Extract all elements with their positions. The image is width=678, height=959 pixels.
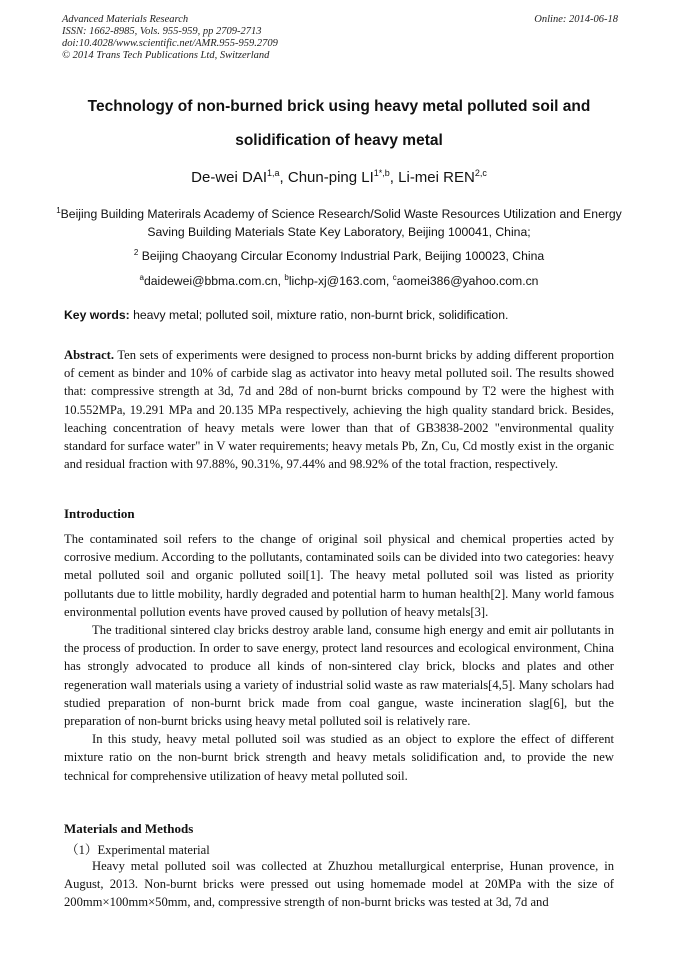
affiliation-2	[50, 244, 628, 265]
keywords	[64, 308, 620, 322]
affiliation-sup: 1	[56, 206, 61, 215]
intro-paragraph-2: The traditional sintered clay bricks destroy arable land, consume high energy and emit air pollutants in the process of production. In order to save energy, protect land resources and ecological environment, China has strongly advocated to produce all kinds of non-sintered clay brick, blocks and plates and other regeneration wall materials using a variety of industrial solid waste as raw materials[4,5]. Many scholars had studied preparation of non-burnt brick made from coal gangue, waste incineration slag[6], but the preparation of non-burnt bricks using heavy metal polluted soil is relatively rare.	[64, 623, 614, 729]
email-link[interactable]: lichp-xj@163.com,	[288, 274, 393, 289]
email-sup: b	[284, 273, 289, 282]
journal-name: Advanced Materials Research	[62, 14, 189, 25]
methods-subheading: （1）Experimental material	[66, 843, 210, 857]
introduction-body	[64, 530, 614, 785]
author-list	[40, 168, 638, 186]
affiliation-sup: 2	[133, 248, 139, 257]
issn-line: ISSN: 1662-8985, Vols. 955-959, pp 2709-2713	[62, 26, 262, 37]
email-sup: c	[392, 273, 397, 282]
paper-title	[40, 90, 638, 158]
methods-paragraph-1: Heavy metal polluted soil was collected at Zhuzhou metallurgical enterprise, Hunan provence, in August, 2013. Non-burnt bricks were pressed out using homemade model at 20MPa with the size of 200mm×100mm×50mm, and, compressive strength of non-burnt bricks was tested at 3d, 7d and	[64, 859, 614, 910]
abstract-label: Abstract.	[64, 348, 115, 362]
affiliation-1	[50, 202, 628, 241]
intro-paragraph-1: The contaminated soil refers to the change of original soil physical and chemical properties acted by corrosive medium. According to the pollutants, contaminated soils can be divided into two categories: heavy metal polluted soil and organic polluted soil[1]. The heavy metal polluted soil was listed as priority pollutants due to little mobility, hardly degraded and potential harm to human health[2]. Many world famous environmental pollution events have proved caused by pollution of heavy metals[3].	[64, 532, 614, 619]
email-list	[50, 269, 628, 290]
author-separator: ,	[279, 169, 288, 186]
journal-header	[62, 14, 618, 62]
abstract-text: Ten sets of experiments were designed to process non-burnt bricks by adding different proportion of cement as binder and 10% of carbide slag as activator into heavy metal polluted soil. The results showed that: compressive strength at 3d, 7d and 28d of non-burnt bricks compound by T2 were the highest with 10.552MPa, 19.291 MPa and 20.135 MPa respectively, achieving the high quality standard brick. Besides, leaching concentration of heavy metals were lower than that of GB3838-2002 "environmental quality standard for surface water" in V water requirements; heavy metals Pb, Zn, Cu, Cd mostly exist in the organic and residual fraction with 97.88%, 90.31%, 97.44% and 98.92% of the total fraction, respectively.	[64, 348, 614, 472]
intro-paragraph-3: In this study, heavy metal polluted soil was studied as an object to explore the effect of different mixture ratio on the non-burnt brick strength and heavy metals solidification and, to provide the new technical for comprehensive utilization of heavy metal polluted soil.	[64, 732, 614, 783]
author-name: De-wei DAI	[191, 169, 268, 186]
email-link[interactable]: daidewei@bbma.com.cn,	[143, 274, 285, 289]
affiliation-text: Beijing Chaoyang Circular Economy Industrial Park, Beijing 100023, China	[138, 249, 545, 264]
keywords-text: heavy metal; polluted soil, mixture ratio, non-burnt brick, solidification.	[129, 308, 509, 322]
author-affiliation-sup: 2,c	[474, 168, 487, 178]
online-date: Online: 2014-06-18	[534, 14, 618, 25]
author-affiliation-sup: 1*,b	[373, 168, 390, 178]
email-link[interactable]: aomei386@yahoo.com.cn	[396, 274, 539, 289]
author-affiliation-sup: 1,a	[267, 168, 280, 178]
author-separator: ,	[389, 169, 399, 186]
methods-heading: Materials and Methods	[64, 821, 194, 836]
title-line-1: Technology of non-burned brick using heavy metal polluted soil and	[87, 98, 591, 115]
author-name: Chun-ping LI	[287, 169, 374, 186]
email-sup: a	[139, 273, 144, 282]
author-name: Li-mei REN	[398, 169, 475, 186]
title-line-2: solidification of heavy metal	[235, 132, 443, 149]
doi-line[interactable]: doi:10.4028/www.scientific.net/AMR.955-959.2709	[62, 38, 278, 49]
keywords-label: Key words:	[64, 308, 130, 322]
affiliation-text: Beijing Building Materirals Academy of Science Research/Solid Waste Resources Utilization and Energy Saving Building Materials State Key Laboratory, Beijing 100041, China;	[60, 207, 622, 240]
copyright-line: © 2014 Trans Tech Publications Ltd, Switzerland	[62, 50, 270, 61]
abstract	[64, 346, 614, 473]
methods-body	[64, 857, 614, 912]
introduction-heading: Introduction	[64, 506, 135, 521]
